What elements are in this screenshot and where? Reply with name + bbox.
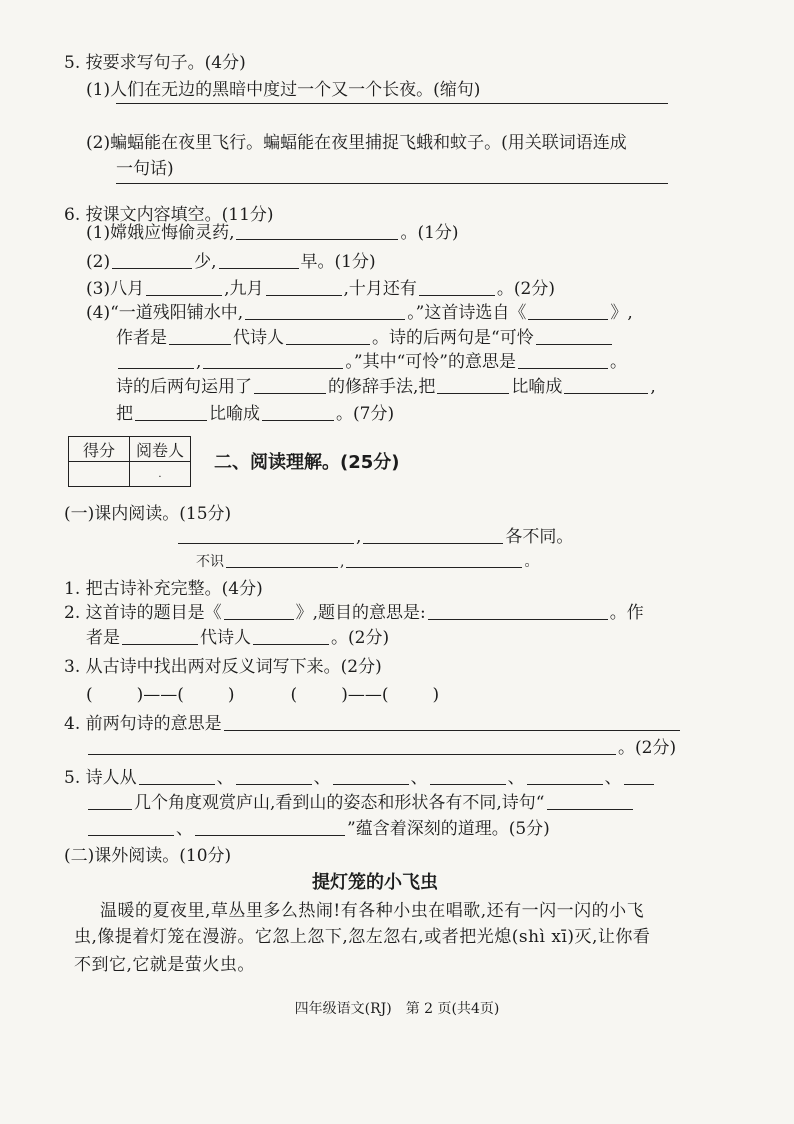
q5-item1: (1)人们在无边的黑暗中度过一个又一个长夜。(缩句) [86,80,481,100]
score-table [68,436,191,487]
s2-q4-line2: 。(2分) [86,737,676,759]
blank[interactable] [195,819,345,836]
blank[interactable] [428,603,608,620]
blank[interactable] [88,793,132,810]
s2-q1: 1. 把古诗补充完整。(4分) [64,579,263,599]
s2-q4: 4. 前两句诗的意思是 [64,713,682,735]
article-line: 不到它,它就是萤火虫。 [74,955,255,975]
blank[interactable] [346,551,522,568]
part1-heading: (一)课内阅读。(15分) [64,504,232,524]
s2-q2-line1: 2. 这首诗的题目是《 》,题目的意思是: 。作 [64,603,644,623]
blank[interactable] [135,404,207,421]
blank[interactable] [564,377,648,394]
s2-q3: 3. 从古诗中找出两对反义词写下来。(2分) [64,657,382,677]
article-title: 提灯笼的小飞虫 [312,872,438,893]
blank[interactable] [236,223,398,240]
blank[interactable] [245,303,405,320]
blank[interactable] [122,628,198,645]
q5-heading: 5. 按要求写句子。(4分) [64,53,246,73]
blank[interactable] [333,768,409,785]
score-cell[interactable] [69,462,130,487]
q6-line1: (1)嫦娥应悔偷灵药, 。(1分) [86,223,459,243]
s2-q2-line2: 者是 代诗人 。(2分) [86,628,390,648]
blank[interactable] [363,527,503,544]
s2-q5-line1: 5. 诗人从 、 、 、 、 、 [64,767,656,789]
q6-line4: (4)“一道残阳铺水中, 。”这首诗选自《 》, [86,303,633,323]
blank[interactable] [178,527,354,544]
blank[interactable] [224,714,680,731]
q6-line5: 作者是 代诗人 。诗的后两句是“可怜 [116,327,614,349]
blank[interactable] [624,768,654,785]
s2-q5-line2: 几个角度观赏庐山,看到山的姿态和形状各有不同,诗句“ [86,792,635,814]
blank[interactable] [430,768,506,785]
q5-item2a: (2)蝙蝠能在夜里飞行。蝙蝠能在夜里捕捉飞蛾和蚊子。(用关联词语连成 [86,133,627,153]
poem-line1: , 各不同。 [176,526,573,548]
s2-q5-line3: 、 ”蕴含着深刻的道理。(5分) [86,818,550,840]
poem-line2: 不识 , 。 [196,551,538,573]
section2-title: 二、阅读理解。(25分) [214,452,400,473]
answer-line[interactable] [116,103,668,104]
s2-q3-answers: ( )——( ) ( )——( ) [86,685,440,705]
blank[interactable] [547,793,633,810]
blank[interactable] [88,819,174,836]
q6-line3: (3)八月 ,九月 ,十月还有 。(2分) [86,279,555,299]
blank[interactable] [112,252,192,269]
q6-line6: , 。”其中“可怜”的意思是 。 [116,351,627,373]
grader-header: 阅卷人 [130,437,191,462]
q6-line7: 诗的后两句运用了 的修辞手法,把 比喻成 , [116,377,656,397]
blank[interactable] [528,303,608,320]
blank[interactable] [262,404,334,421]
blank[interactable] [118,352,194,369]
blank[interactable] [203,352,343,369]
blank[interactable] [266,279,342,296]
q6-heading: 6. 按课文内容填空。(11分) [64,205,274,225]
blank[interactable] [536,328,612,345]
blank[interactable] [139,768,215,785]
answer-line[interactable] [116,183,668,184]
blank[interactable] [88,738,616,755]
grader-cell[interactable]: · [130,462,191,487]
blank[interactable] [518,352,608,369]
q6-line8: 把 比喻成 。(7分) [116,404,395,424]
blank[interactable] [253,628,329,645]
q5-item2b: 一句话) [116,159,174,179]
score-header: 得分 [69,437,130,462]
q6-line2: (2) 少, 早。(1分) [86,252,376,272]
blank[interactable] [236,768,312,785]
blank[interactable] [419,279,495,296]
blank[interactable] [226,551,338,568]
blank[interactable] [286,328,370,345]
blank[interactable] [219,252,299,269]
blank[interactable] [437,377,509,394]
part2-heading: (二)课外阅读。(10分) [64,846,232,866]
blank[interactable] [254,377,326,394]
blank[interactable] [146,279,222,296]
blank[interactable] [169,328,231,345]
article-line: 虫,像提着灯笼在漫游。它忽上忽下,忽左忽右,或者把光熄(shì xī)灭,让你看 [74,927,651,947]
blank[interactable] [527,768,603,785]
article-line: 温暖的夏夜里,草丛里多么热闹!有各种小虫在唱歌,还有一闪一闪的小飞 [100,901,645,921]
blank[interactable] [224,603,294,620]
page-footer: 四年级语文(RJ) 第 2 页(共4页) [294,1001,500,1017]
